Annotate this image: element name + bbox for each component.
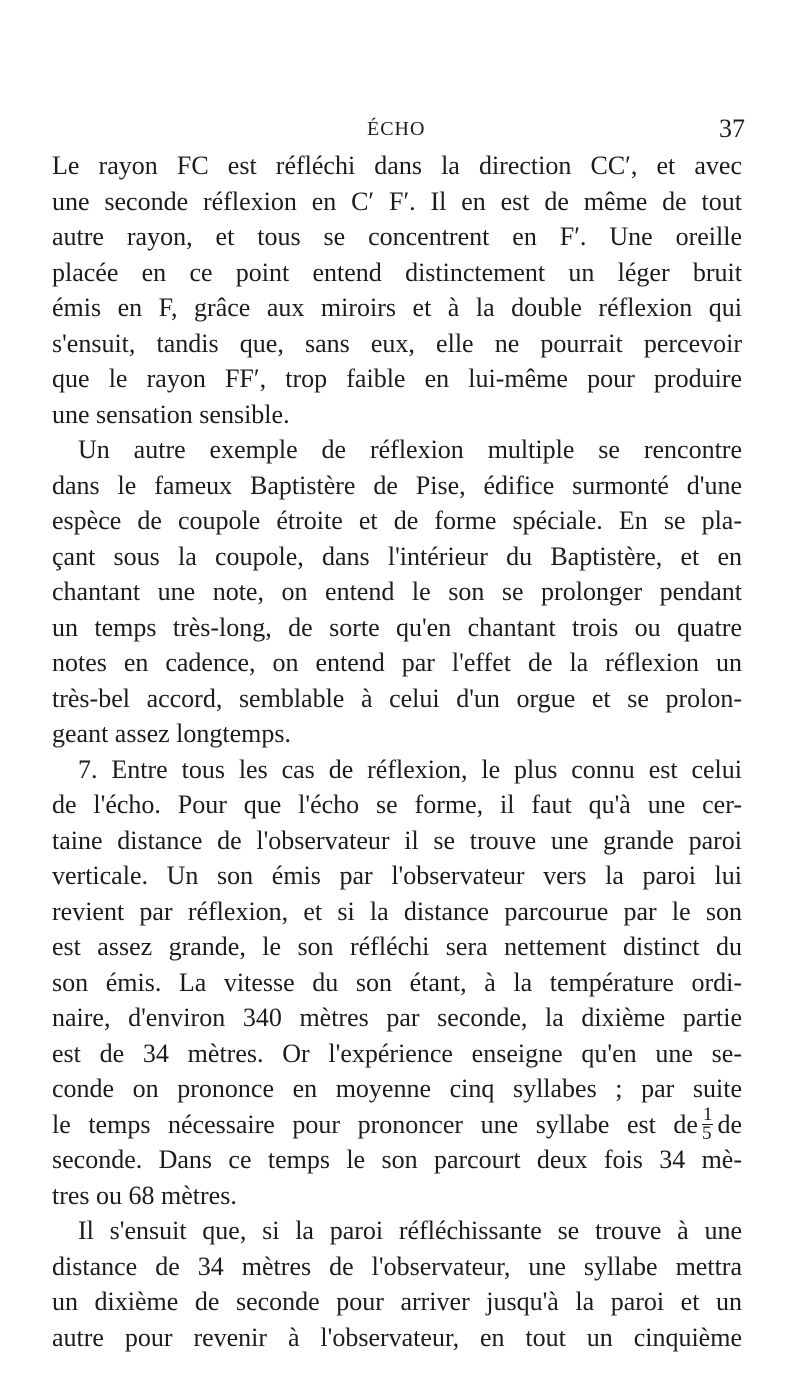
text-line: Un autre exemple de réflexion multiple se rencontre	[78, 435, 742, 464]
text-line: chantant une note, on entend le son se prolonger pendant	[52, 577, 742, 606]
running-title: ÉCHO	[367, 117, 426, 140]
text-line: de l'écho. Pour que l'écho se forme, il faut qu'à une cer-	[52, 790, 742, 819]
text-line: autre rayon, et tous se concentrent en F′. Une oreille	[52, 222, 742, 251]
fraction-text-line	[52, 1103, 742, 1144]
text-line: çant sous la coupole, dans l'intérieur du Baptistère, et en	[52, 541, 742, 571]
text-line: naire, d'environ 340 mètres par seconde, la dixième partie	[52, 1003, 742, 1032]
text-line: 7. Entre tous les cas de réflexion, le plus connu est celui	[78, 754, 742, 784]
text-line: dans le fameux Baptistère de Pise, édifice surmonté d'une	[52, 470, 742, 500]
text-line: taine distance de l'observateur il se trouve une grande paroi	[52, 825, 742, 855]
text-line: geant assez longtemps.	[52, 719, 291, 748]
text-line: émis en F, grâce aux miroirs et à la double réflexion qui	[52, 293, 742, 322]
text-line: conde on prononce en moyenne cinq syllabes ; par suite	[52, 1074, 742, 1103]
text-line: verticale. Un son émis par l'observateur vers la paroi lui	[52, 861, 742, 890]
fraction	[701, 1103, 714, 1144]
text-line: notes en cadence, on entend par l'effet de la réflexion un	[52, 648, 742, 677]
text-line: Il s'ensuit que, si la paroi réfléchissante se trouve à une	[78, 1216, 742, 1245]
text-line: une seconde réflexion en C′ F′. Il en est de même de tout	[52, 186, 742, 216]
text-line: est assez grande, le son réfléchi sera nettement distinct du	[52, 932, 742, 961]
text-line: autre pour revenir à l'observateur, en tout un cinquième	[52, 1322, 742, 1352]
fraction-line-after: de	[717, 1109, 742, 1139]
text-line: tres ou 68 mètres.	[52, 1180, 237, 1210]
text-line: un dixième de seconde pour arriver jusqu'à la paroi et un	[52, 1287, 742, 1316]
text-line: un temps très-long, de sorte qu'en chantant trois ou quatre	[52, 612, 742, 642]
text-line: très-bel accord, semblable à celui d'un orgue et se prolon-	[52, 683, 742, 713]
fraction-numerator: 1	[702, 1103, 713, 1125]
text-line: distance de 34 mètres de l'observateur, une syllabe mettra	[52, 1251, 742, 1281]
fraction-denominator: 5	[701, 1122, 712, 1144]
text-line: est de 34 mètres. Or l'expérience enseigne qu'en une se-	[52, 1038, 742, 1068]
text-line: que le rayon FF′, trop faible en lui-même pour produire	[52, 364, 742, 393]
body-text	[52, 148, 742, 1355]
page-header	[340, 112, 745, 146]
text-line: revient par réflexion, et si la distance parcourue par le son	[52, 896, 742, 926]
text-line: son émis. La vitesse du son étant, à la température ordi-	[52, 967, 742, 997]
text-line: seconde. Dans ce temps le son parcourt deux fois 34 mè-	[52, 1145, 742, 1174]
text-line: placée en ce point entend distinctement un léger bruit	[52, 257, 742, 287]
fraction-line-before: le temps nécessaire pour prononcer une syllabe est de	[52, 1109, 698, 1139]
page-number: 37	[719, 114, 745, 143]
text-line: s'ensuit, tandis que, sans eux, elle ne pourrait percevoir	[52, 328, 742, 358]
text-line: espèce de coupole étroite et de forme spéciale. En se pla-	[52, 506, 742, 535]
text-line: une sensation sensible.	[52, 399, 290, 429]
text-line: Le rayon FC est réfléchi dans la direction CC′, et avec	[52, 151, 742, 180]
